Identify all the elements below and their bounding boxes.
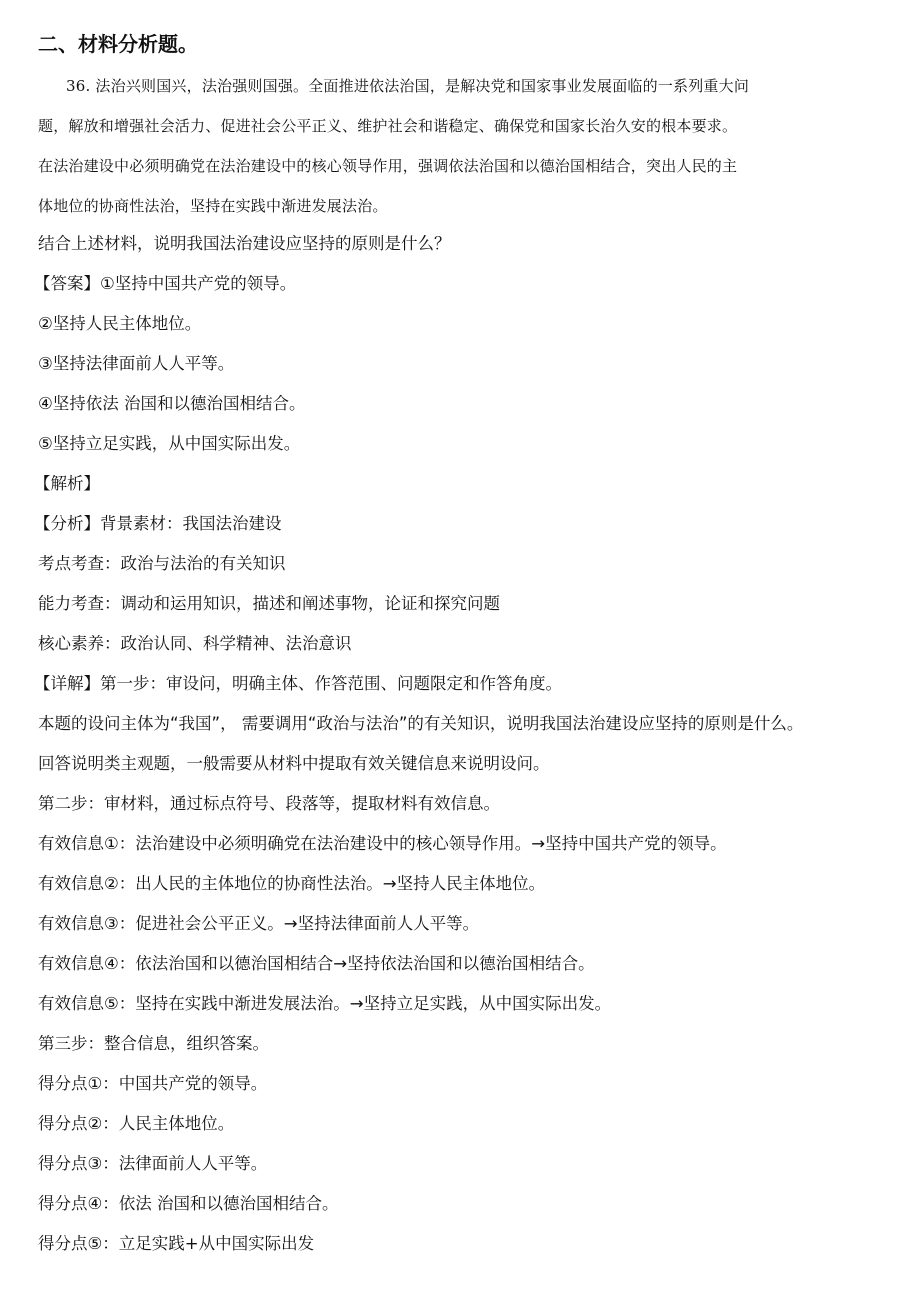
analysis-line: 考点考查：政治与法治的有关知识: [38, 554, 286, 573]
analysis-line: 【详解】第一步：审设问，明确主体、作答范围、问题限定和作答角度。: [34, 674, 562, 693]
material-line: 在法治建设中必须明确党在法治建设中的核心领导作用，强调依法治国和以德治国相结合，突出人民的主: [38, 157, 738, 175]
answer-line: ②坚持人民主体地位。: [38, 314, 202, 333]
answer-line: ④坚持依法 治国和以德治国相结合。: [38, 394, 306, 413]
analysis-line: 有效信息③：促进社会公平正义。→坚持法律面前人人平等。: [38, 914, 480, 933]
question-prompt: 结合上述材料，说明我国法治建设应坚持的原则是什么？: [38, 234, 451, 253]
analysis-line: 回答说明类主观题，一般需要从材料中提取有效关键信息来说明设问。: [38, 754, 550, 773]
material-line: 体地位的协商性法治，坚持在实践中渐进发展法治。: [38, 197, 388, 215]
analysis-line: 得分点①：中国共产党的领导。: [38, 1074, 268, 1093]
analysis-line: 有效信息①：法治建设中必须明确党在法治建设中的核心领导作用。→坚持中国共产党的领导。: [38, 834, 727, 853]
analysis-line: 得分点②：人民主体地位。: [38, 1114, 235, 1133]
section-heading: 二、材料分析题。: [38, 32, 198, 56]
material-line: 36. 法治兴则国兴，法治强则国强。全面推进依法治国，是解决党和国家事业发展面临的一系列重大问: [66, 77, 750, 95]
answer-line: ⑤坚持立足实践，从中国实际出发。: [38, 434, 301, 453]
material-line: 题，解放和增强社会活力、促进社会公平正义、维护社会和谐稳定、确保党和国家长治久安的根本要求。: [38, 117, 738, 135]
answer-line: ③坚持法律面前人人平等。: [38, 354, 235, 373]
analysis-line: 有效信息②：出人民的主体地位的协商性法治。→坚持人民主体地位。: [38, 874, 546, 893]
analysis-line: 第二步：审材料，通过标点符号、段落等，提取材料有效信息。: [38, 794, 500, 813]
analysis-line: 能力考查：调动和运用知识，描述和阐述事物，论证和探究问题: [38, 594, 500, 613]
analysis-line: 本题的设问主体为“我国”， 需要调用“政治与法治”的有关知识，说明我国法治建设应坚持的原则是什么。: [38, 714, 804, 733]
analysis-line: 得分点③：法律面前人人平等。: [38, 1154, 268, 1173]
analysis-line: 有效信息④：依法治国和以德治国相结合→坚持依法治国和以德治国相结合。: [38, 954, 595, 973]
material-paragraph: [38, 66, 872, 226]
analysis-line: 【分析】背景素材：我国法治建设: [34, 514, 282, 533]
answer-line: 【答案】①坚持中国共产党的领导。: [34, 274, 297, 293]
analysis-line: 第三步：整合信息，组织答案。: [38, 1034, 269, 1053]
analysis-heading: 【解析】: [34, 474, 100, 493]
analysis-line: 得分点④：依法 治国和以德治国相结合。: [38, 1194, 339, 1213]
analysis-line: 有效信息⑤：坚持在实践中渐进发展法治。→坚持立足实践，从中国实际出发。: [38, 994, 612, 1013]
analysis-line: 核心素养：政治认同、科学精神、法治意识: [38, 634, 352, 653]
analysis-line: 得分点⑤：立足实践+从中国实际出发: [38, 1234, 315, 1253]
question-and-solution: [34, 224, 878, 1264]
